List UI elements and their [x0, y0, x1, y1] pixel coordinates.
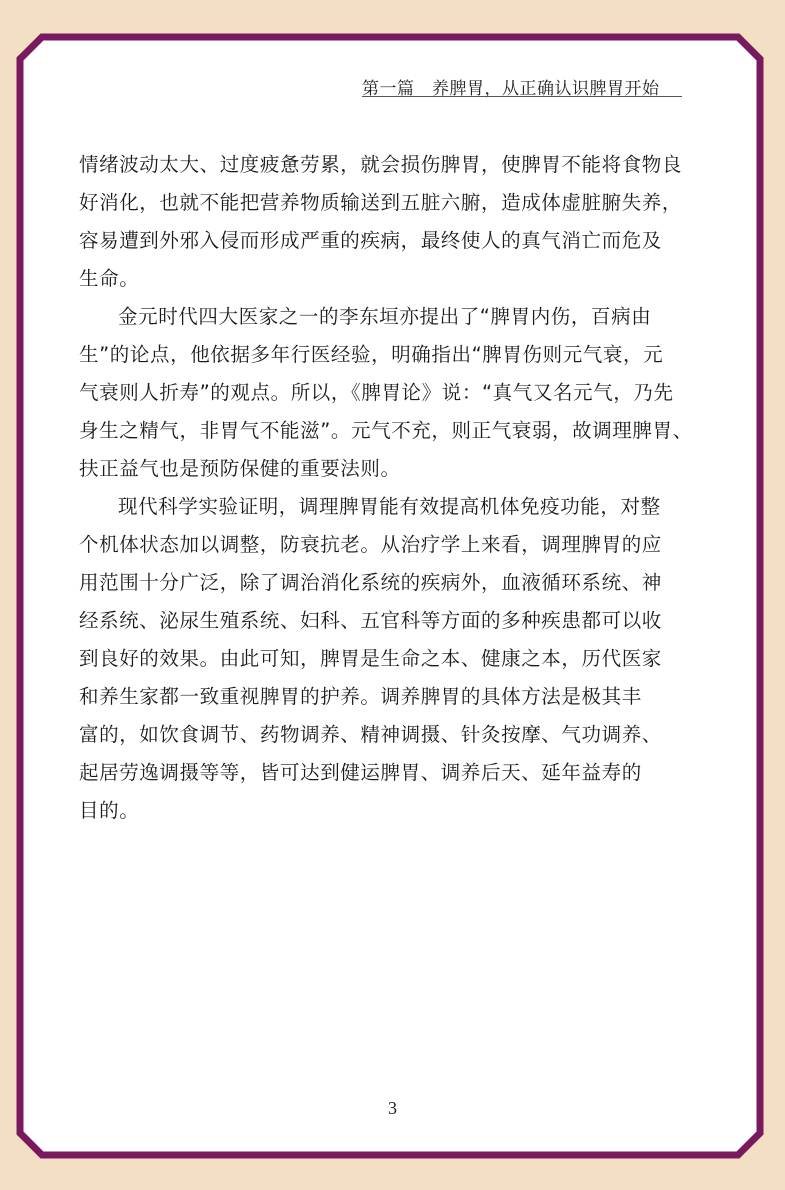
text-line: 情绪波动太大、过度疲惫劳累，就会损伤脾胃，使脾胃不能将食物良	[79, 153, 683, 176]
text-line: 生”的论点，他依据多年行医经验，明确指出“脾胃伤则元气衰，元	[79, 343, 664, 366]
text-line: 目的。	[79, 799, 140, 822]
text-line: 和养生家都一致重视脾胃的护养。调养脾胃的具体方法是极其丰	[79, 685, 642, 708]
page-number: 3	[388, 1098, 397, 1118]
header-rule	[362, 96, 682, 97]
text-line: 扶正益气也是预防保健的重要法则。	[79, 457, 401, 480]
text-line: 到良好的效果。由此可知，脾胃是生命之本、健康之本，历代医家	[79, 647, 662, 670]
text-line: 好消化，也就不能把营养物质输送到五脏六腑，造成体虚脏腑失养，	[79, 191, 683, 214]
text-line: 气衰则人折寿”的观点。所以，《脾胃论》说：“真气又名元气，乃先	[79, 381, 674, 404]
paragraph-start-line: 金元时代四大医家之一的李东垣亦提出了“脾胃内伤，百病由	[118, 305, 652, 328]
body-text	[79, 146, 699, 830]
text-line: 富的，如饮食调节、药物调养、精神调摄、针灸按摩、气功调养、	[79, 723, 662, 746]
text-line: 起居劳逸调摄等等，皆可达到健运脾胃、调养后天、延年益寿的	[79, 761, 642, 784]
text-line: 经系统、泌尿生殖系统、妇科、五官科等方面的多种疾患都可以收	[79, 609, 662, 632]
text-line: 用范围十分广泛，除了调治消化系统的疾病外，血液循环系统、神	[79, 571, 662, 594]
running-header: 第一篇 养脾胃，从正确认识脾胃开始	[362, 79, 660, 99]
text-line: 身生之精气，非胃气不能滋”。元气不充，则正气衰弱，故调理脾胃、	[79, 419, 693, 442]
text-line: 生命。	[79, 267, 140, 290]
text-line: 容易遭到外邪入侵而形成严重的疾病，最终使人的真气消亡而危及	[79, 229, 662, 252]
text-line: 个机体状态加以调整，防衰抗老。从治疗学上来看，调理脾胃的应	[79, 533, 662, 556]
paragraph-start-line: 现代科学实验证明，调理脾胃能有效提高机体免疫功能，对整	[118, 495, 661, 518]
